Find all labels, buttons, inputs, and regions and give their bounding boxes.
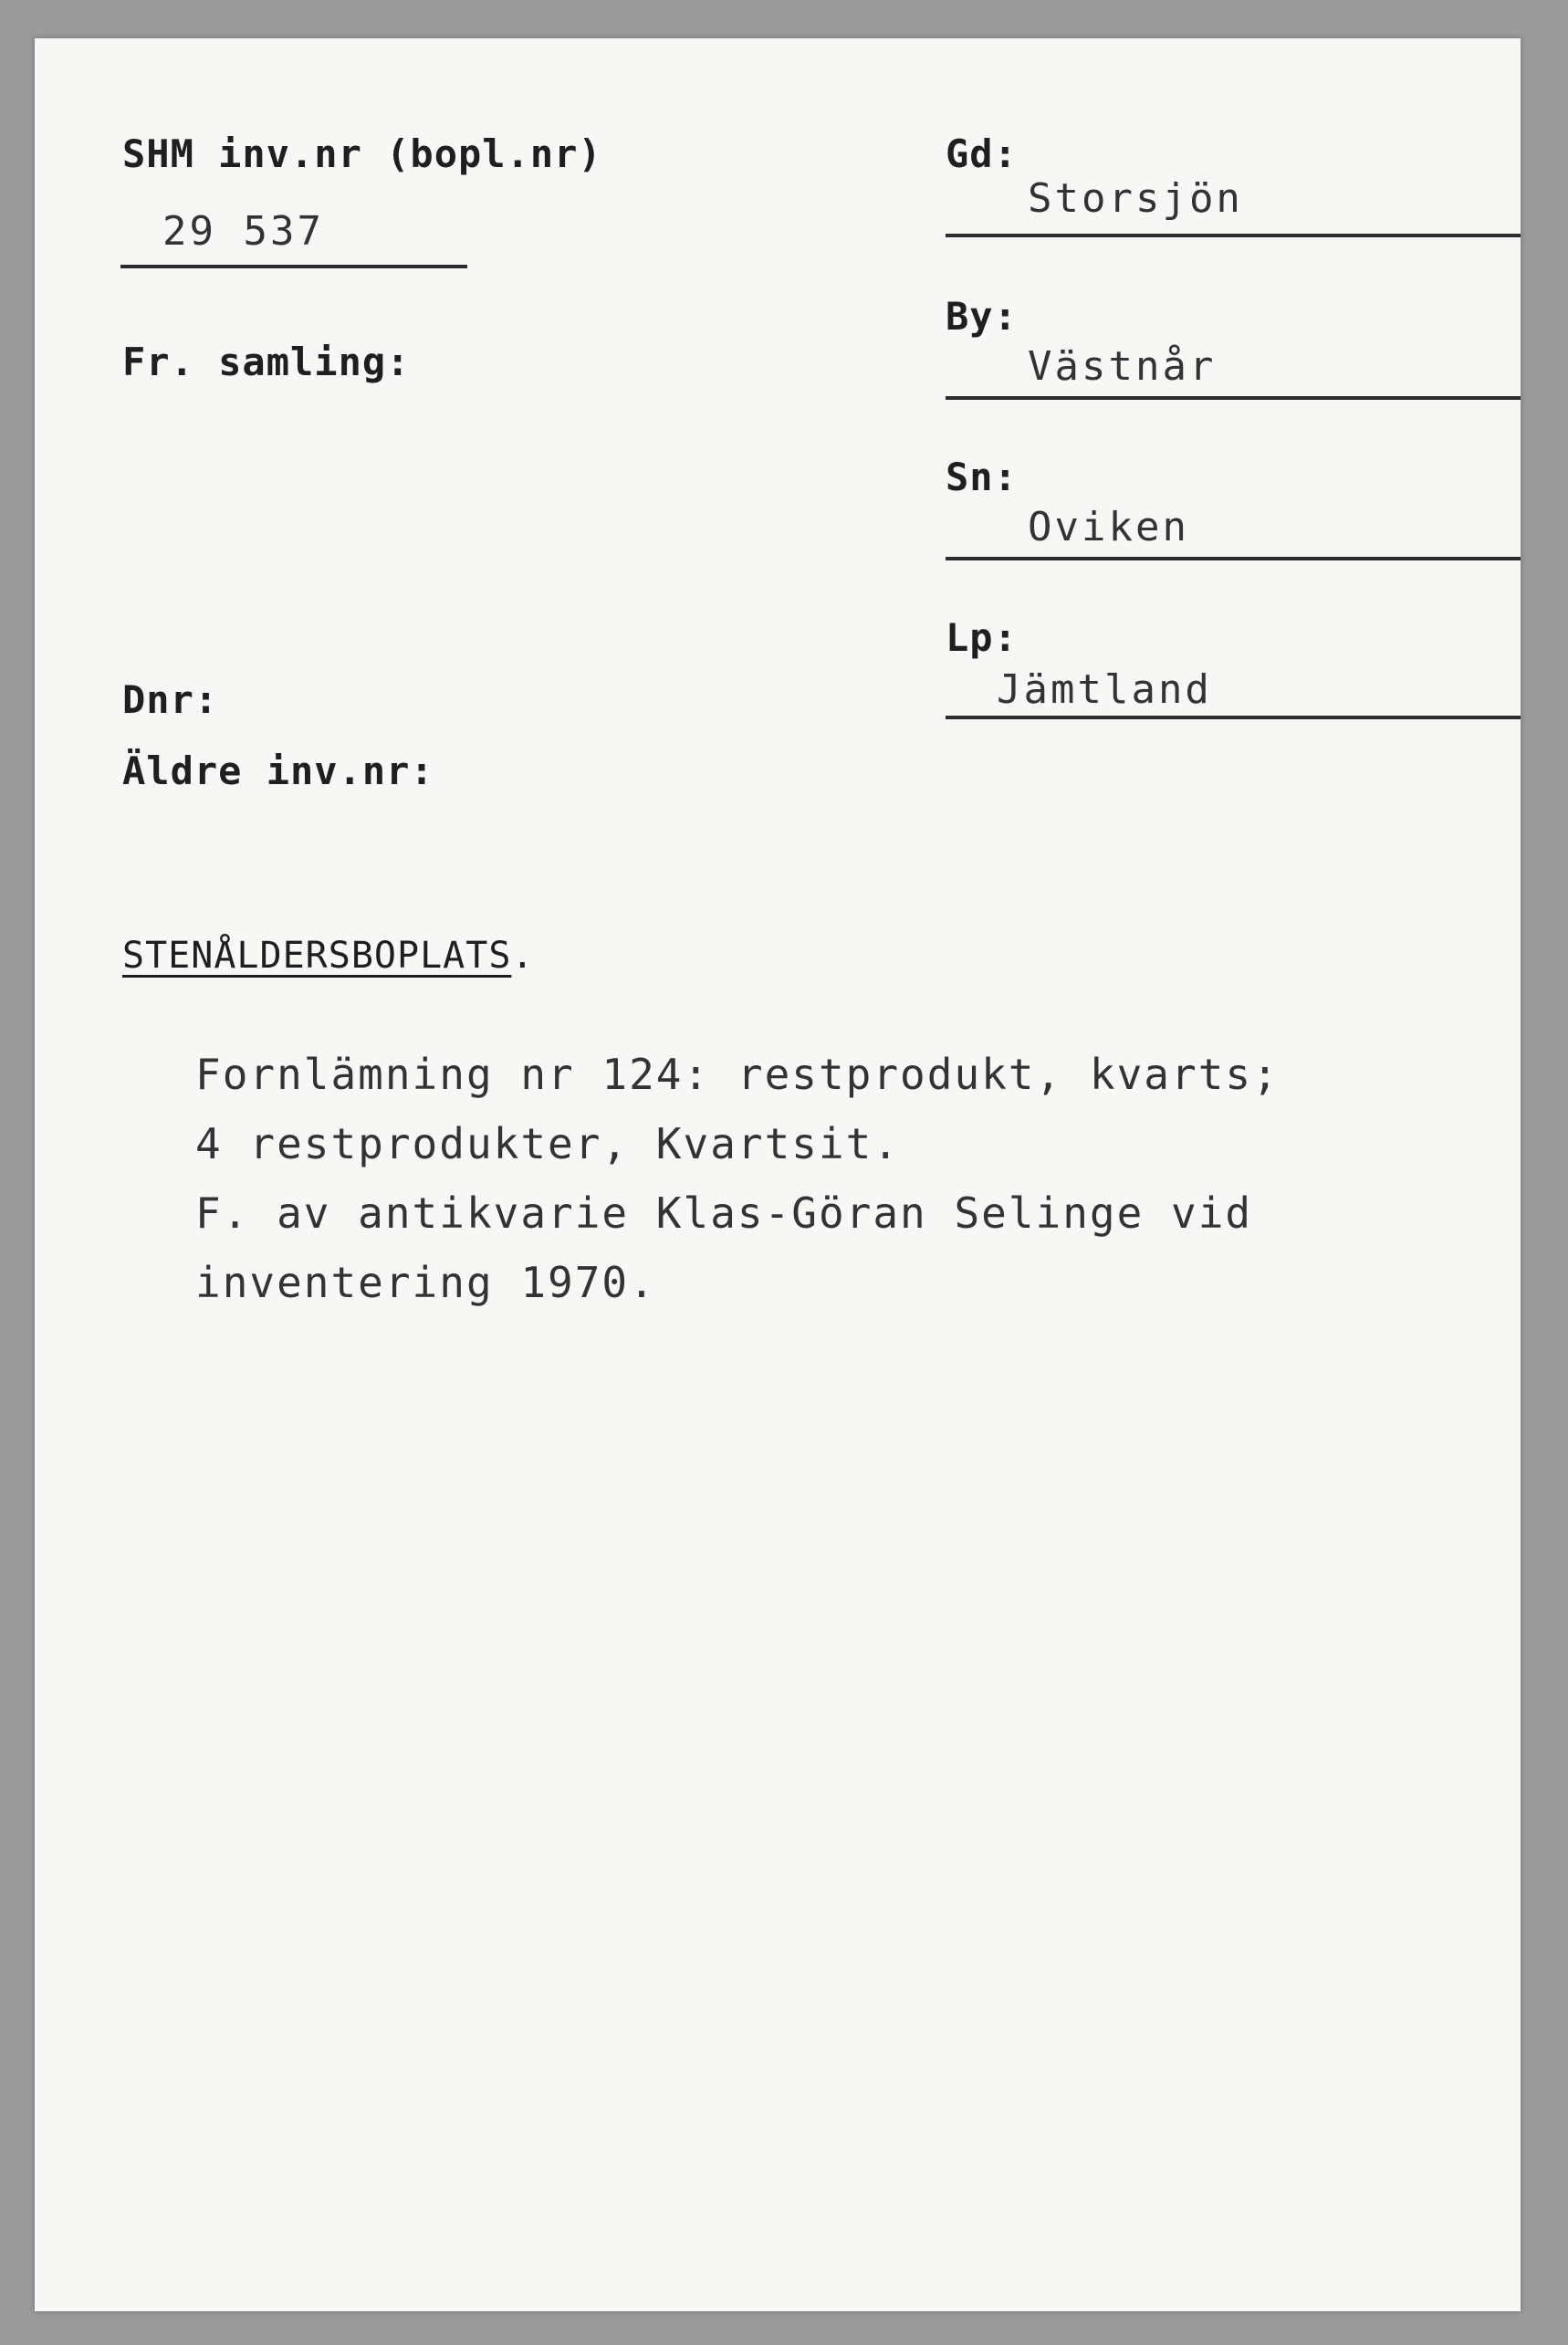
by-rule	[946, 396, 1521, 400]
description-line-3: F. av antikvarie Klas-Göran Selinge vid	[195, 1188, 1253, 1238]
gd-rule	[946, 234, 1521, 237]
sn-label: Sn:	[946, 455, 1018, 499]
inv-nr-label: SHM inv.nr (bopl.nr)	[122, 131, 602, 176]
catalog-card	[35, 38, 1521, 2311]
description-line-1: Fornlämning nr 124: restprodukt, kvarts;	[195, 1050, 1280, 1099]
inv-nr-value: 29 537	[162, 208, 324, 255]
by-value: Västnår	[1028, 343, 1217, 390]
gd-value: Storsjön	[1028, 175, 1243, 222]
description-line-2: 4 restprodukter, Kvartsit.	[195, 1119, 901, 1168]
site-heading-title: STENÅLDERSBOPLATS	[122, 935, 512, 977]
aldre-inv-label: Äldre inv.nr:	[122, 749, 434, 793]
lp-rule	[946, 716, 1521, 719]
inv-nr-rule	[120, 265, 467, 268]
dnr-label: Dnr:	[122, 677, 219, 722]
samling-label: Fr. samling:	[122, 340, 411, 384]
gd-label: Gd:	[946, 131, 1018, 176]
description-line-4: inventering 1970.	[195, 1258, 656, 1307]
site-heading	[122, 935, 535, 977]
sn-value: Oviken	[1028, 504, 1189, 550]
lp-value: Jämtland	[997, 666, 1212, 713]
sn-rule	[946, 557, 1521, 560]
site-heading-period: .	[511, 935, 535, 977]
lp-label: Lp:	[946, 615, 1018, 660]
by-label: By:	[946, 294, 1018, 339]
